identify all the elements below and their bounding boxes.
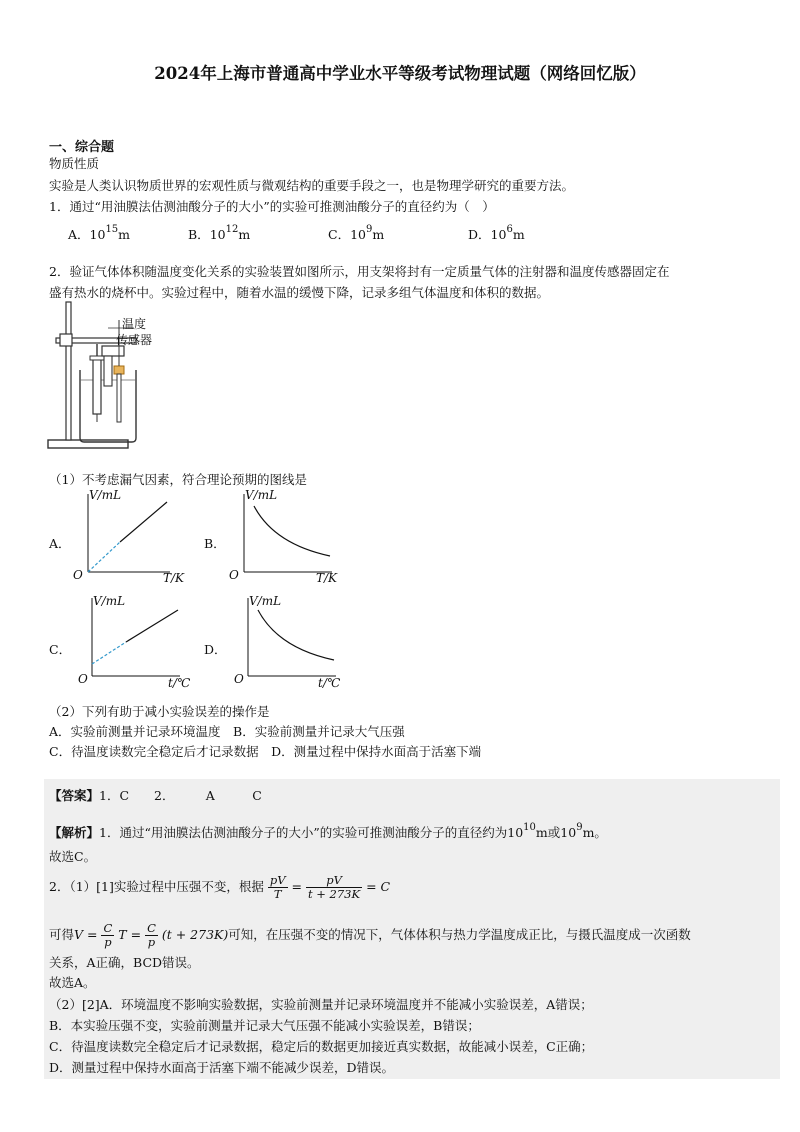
graph-c-label: C． <box>49 642 72 657</box>
graph-a-ylabel: V/mL <box>89 488 122 502</box>
analysis-q2-line2: 可得V = $\frac{C}{p}$ T = $\frac{C}{p}$ (t + 273K)可知，在压强不变的情况下，气体体积与热力学温度成正比，与摄氏温度成一次函数 <box>49 921 691 949</box>
extrapolation-line <box>88 542 120 572</box>
graph-a-xlabel: T/K <box>163 571 185 585</box>
data-curve <box>254 506 330 556</box>
analysis-q2-2-line3: C．待温度读数完全稳定后才记录数据，稳定后的数据更加接近真实数据，故能减小误差，C正确； <box>49 1039 594 1054</box>
stand-pole <box>66 302 71 440</box>
q2-sub2-options-cd: C．待温度读数完全稳定后才记录数据 D．测量过程中保持水面高于活塞下端 <box>49 744 482 759</box>
graph-d-xlabel: t/℃ <box>318 676 341 690</box>
q2-sub2: （2）下列有助于减小实验误差的操作是 <box>49 704 270 719</box>
topic-line: 物质性质 <box>49 156 100 171</box>
q2-sub2-options-ab: A．实验前测量并记录环境温度 B．实验前测量并记录大气压强 <box>49 724 405 739</box>
graph-c-ylabel: V/mL <box>93 594 126 608</box>
graph-c-origin: O <box>78 672 88 686</box>
graph-a-label: A． <box>49 536 71 551</box>
q1-stem: 1．通过“用油膜法估测油酸分子的大小”的实验可推测油酸分子的直径约为（ ） <box>49 199 495 214</box>
graph-d-label: D． <box>204 642 227 657</box>
data-line <box>120 502 167 542</box>
q2-stem-2: 盛有热水的烧杯中。实验过程中，随着水温的缓慢下降，记录多组气体温度和体积的数据。 <box>49 285 550 300</box>
graph-b-ylabel: V/mL <box>245 488 278 502</box>
analysis-q1-choose: 故选C。 <box>49 849 97 864</box>
analysis-q1: 【解析】1．通过“用油膜法估测油酸分子的大小”的实验可推测油酸分子的直径约为$10^{10}m$或$10^9m$。 <box>49 822 607 840</box>
q1-option-a: A．$10^{15}m$ <box>68 224 131 242</box>
answer-line: 【答案】1．C 2． A C <box>49 788 262 803</box>
graph-b <box>226 488 366 588</box>
graph-b-xlabel: T/K <box>316 571 338 585</box>
graph-a <box>70 488 210 588</box>
graph-c <box>74 594 214 694</box>
graph-b-origin: O <box>229 568 239 582</box>
q2-sub1: （1）不考虑漏气因素，符合理论预期的图线是 <box>49 472 307 487</box>
q1-option-c: C．$10^9m$ <box>328 224 385 242</box>
q2-stem-1: 2．验证气体体积随温度变化关系的实验装置如图所示，用支架将封有一定质量气体的注射器和温度传感器固定在 <box>49 264 670 279</box>
graph-b-label: B． <box>204 536 226 551</box>
extrapolation-line <box>92 642 126 664</box>
sensor-label-1: 温度 <box>122 317 147 331</box>
graph-d-origin: O <box>234 672 244 686</box>
data-line <box>126 610 178 642</box>
analysis-q2-2-line1: （2）[2]A．环境温度不影响实验数据，实验前测量并记录环境温度并不能减小实验误差，A错误； <box>49 997 593 1012</box>
analysis-q2-2-line2: B．本实验压强不变，实验前测量并记录大气压强不能减小实验误差，B错误； <box>49 1018 480 1033</box>
analysis-q2-line3: 关系，A正确，BCD错误。 <box>49 955 200 970</box>
q1-option-b: B．$10^{12}m$ <box>188 224 251 242</box>
graph-d-ylabel: V/mL <box>249 594 282 608</box>
analysis-q2-choose: 故选A。 <box>49 975 96 990</box>
page-title: 2024年上海市普通高中学业水平等级考试物理试题（网络回忆版） <box>154 64 646 83</box>
section-heading: 一、综合题 <box>49 140 115 155</box>
graph-c-xlabel: t/℃ <box>168 676 191 690</box>
stand-base <box>48 440 128 448</box>
syringe <box>93 358 101 414</box>
intro-line: 实验是人类认识物质世界的宏观性质与微观结构的重要手段之一，也是物理学研究的重要方法。 <box>49 178 575 193</box>
q1-option-d: D．$10^6m$ <box>468 224 525 242</box>
sensor-label-2: 传感器 <box>116 333 153 347</box>
data-curve <box>258 610 334 660</box>
apparatus-diagram <box>44 300 174 460</box>
analysis-q2-2-line4: D．测量过程中保持水面高于活塞下端不能减少误差，D错误。 <box>49 1060 395 1075</box>
graph-a-origin: O <box>73 568 83 582</box>
analysis-q2-line1: 2．（1）[1]实验过程中压强不变，根据 $\frac{pV}{T}$ = $\frac{pV}{t + 273K}$ = C <box>49 873 391 901</box>
graph-d <box>230 594 370 694</box>
temperature-sensor <box>114 366 124 374</box>
